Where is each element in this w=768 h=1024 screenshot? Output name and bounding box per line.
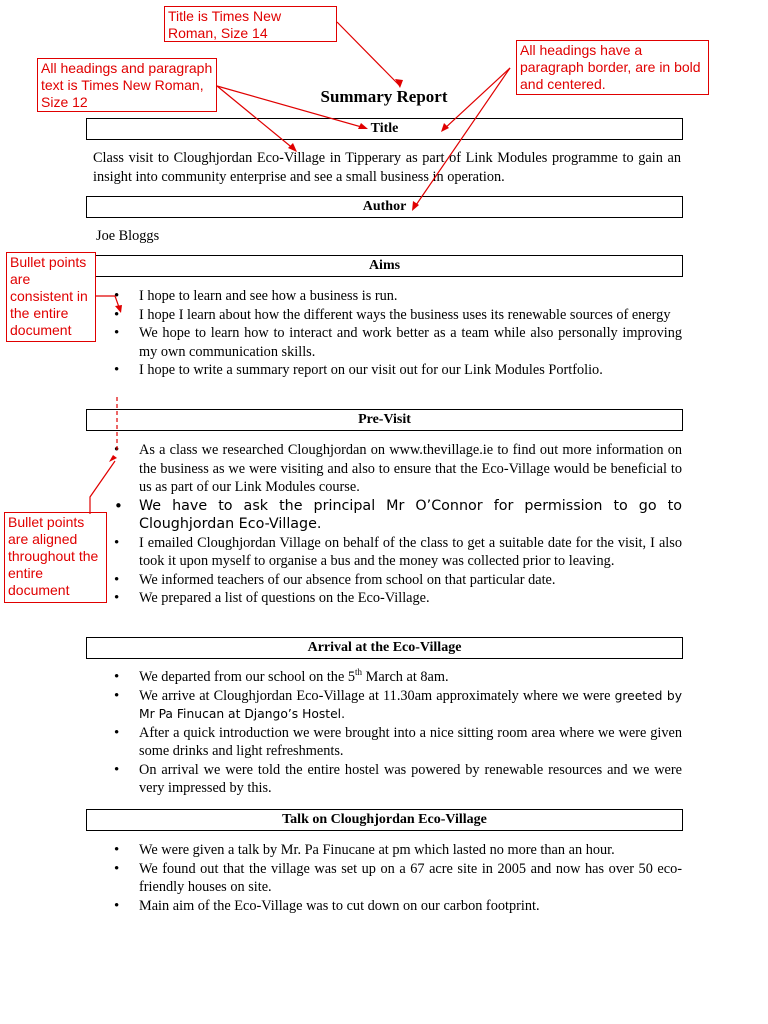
heading-author: Author [86, 196, 683, 218]
arrowhead [115, 305, 122, 313]
title-paragraph: Class visit to Cloughjordan Eco-Village in Tipperary as part of Link Modules programme to gain an insight into community enterprise and see a small business in operation. [93, 150, 681, 185]
arrow-line [414, 68, 510, 208]
note-bullets-consistent: Bullet points are consistent in the entire document [6, 252, 96, 342]
heading-talk: Talk on Cloughjordan Eco-Village [86, 809, 683, 831]
list-item: • We have to ask the principal Mr O’Connor for permission to go to Cloughjordan Eco-Village. [86, 497, 682, 534]
arrival-text: We departed from our school on the 5 [139, 669, 356, 685]
arrowhead [358, 123, 368, 129]
list-item: • I hope to learn and see how a business is run. [86, 287, 682, 306]
arrowhead [288, 143, 297, 152]
arrival-text: We arrive at Cloughjordan Eco-Village at 11.30am approximately where we were [139, 687, 615, 704]
list-item: • As a class we researched Cloughjordan on www.thevillage.ie to find out more information on the business as we were visiting and also to ensure that the Eco-Village would be beneficial to us as part of our Link Modules course. [86, 441, 682, 497]
heading-aims: Aims [86, 255, 683, 277]
arrival-text: greeted by Mr Pa Finucan at Django’s Hostel. [139, 688, 683, 721]
list-item: • Main aim of the Eco-Village was to cut down on our carbon footprint. [86, 897, 682, 916]
list-item: • I emailed Cloughjordan Village on behalf of the class to get a suitable date for the visit, I also took it upon myself to organise a bus and the money was collected prior to leaving. [86, 534, 682, 571]
arrow-line [217, 86, 365, 128]
note-title-font: Title is Times New Roman, Size 14 [164, 6, 337, 42]
arrow-line [337, 22, 400, 86]
arrowhead [109, 455, 117, 462]
arrowhead [441, 123, 449, 132]
author-name: Joe Bloggs [96, 228, 160, 244]
ordinal-suffix: th [355, 667, 363, 678]
list-item: • We hope to learn how to interact and work better as a team while also personally improving my own communication skills. [86, 324, 682, 361]
arrow-line [96, 296, 120, 310]
list-item: • I hope to write a summary report on our visit out for our Link Modules Portfolio. [86, 361, 682, 380]
note-headings-border: All headings have a paragraph border, are in bold and centered. [516, 40, 709, 95]
arrival-text: March at 8am. [362, 669, 449, 685]
list-item: • After a quick introduction we were brought into a nice sitting room area where we were given some drinks and light refreshments. [86, 724, 682, 761]
list-item: • We prepared a list of questions on the Eco-Village. [86, 589, 682, 608]
list-item: • On arrival we were told the entire hostel was powered by renewable resources and we were very impressed by this. [86, 761, 682, 798]
heading-previsit: Pre-Visit [86, 409, 683, 431]
arrow-line [90, 461, 115, 514]
list-item: • I hope I learn about how the different ways the business uses its renewable sources of energy [86, 306, 682, 325]
heading-arrival: Arrival at the Eco-Village [86, 637, 683, 659]
list-item: • We informed teachers of our absence from school on that particular date. [86, 571, 682, 590]
list-item: • We found out that the village was set up on a 67 acre site in 2005 and now has over 50 eco-friendly houses on site. [86, 860, 682, 897]
arrow-line [217, 86, 295, 150]
note-bullets-aligned: Bullet points are aligned throughout the entire document [4, 512, 107, 603]
document-title: Summary Report [320, 87, 448, 106]
heading-title: Title [86, 118, 683, 140]
arrow-line [443, 68, 510, 130]
arrowhead [395, 79, 403, 88]
note-headings-font: All headings and paragraph text is Times New Roman, Size 12 [37, 58, 217, 112]
list-item: • We were given a talk by Mr. Pa Finucane at pm which lasted no more than an hour. [86, 841, 682, 860]
